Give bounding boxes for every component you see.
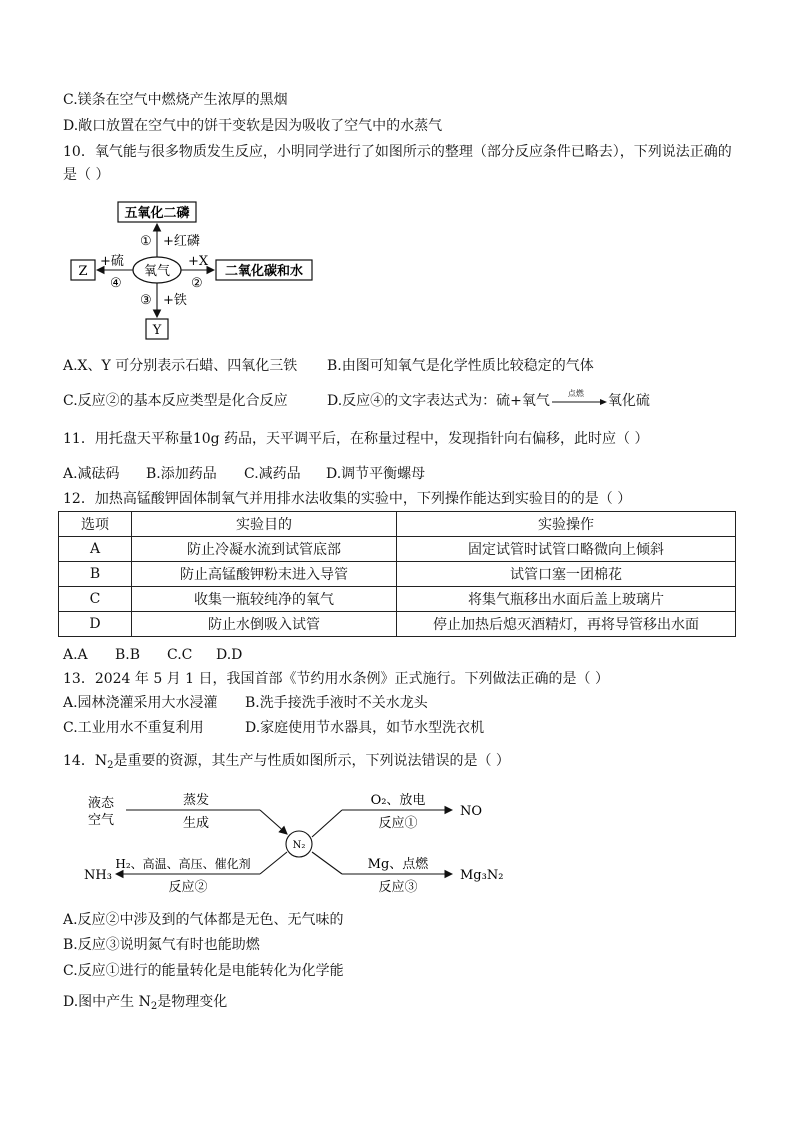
table-cell: C (59, 587, 132, 612)
table-cell: 防止冷凝水流到试管底部 (132, 537, 397, 562)
q10-option-c[interactable]: C.反应②的基本反应类型是化合反应 (63, 393, 288, 409)
q12-option-b[interactable]: B.B (115, 647, 141, 663)
q14-r3-name: 反应③ (378, 880, 418, 895)
table-cell: 停止加热后熄灭酒精灯，再将导管移出水面 (397, 612, 736, 637)
table-row (59, 612, 736, 637)
q10-option-d-product: 氧化硫 (607, 393, 650, 409)
q14-option-b[interactable]: B.反应③说明氮气有时也能助燃 (63, 937, 260, 953)
q14-option-c[interactable]: C.反应①进行的能量转化是电能转化为化学能 (63, 963, 344, 979)
q14-center-label: N₂ (292, 840, 306, 851)
q10-center-label: 氧气 (143, 264, 171, 279)
q13-option-c[interactable]: C.工业用水不重复利用 (63, 720, 204, 736)
q14-nitrogen-diagram (80, 782, 520, 897)
q10-r1-num: ① (140, 234, 152, 249)
table-cell: 将集气瓶移出水面后盖上玻璃片 (397, 587, 736, 612)
table-cell: A (59, 537, 132, 562)
option-c-prev: C.镁条在空气中燃烧产生浓厚的黑烟 (63, 92, 288, 108)
q11-stem: 11．用托盘天平称量10g 药品，天平调平后，在称量过程中，发现指针向右偏移，此时应（ ） (63, 431, 649, 447)
q10-option-d-arrow (550, 389, 608, 410)
q14-evaporate-label: 蒸发 (182, 793, 210, 808)
q10-r4-num: ④ (110, 276, 122, 291)
q14-r2-condition: H₂、高温、高压、催化剂 (115, 857, 251, 871)
q14-r2-name: 反应② (168, 880, 208, 895)
table-header: 选项 (59, 512, 132, 537)
table-cell: 防止水倒吸入试管 (132, 612, 397, 637)
q13-option-d[interactable]: D.家庭使用节水器具，如节水型洗衣机 (245, 720, 485, 736)
q14-stem-sub: 2 (107, 760, 114, 771)
q13-option-a[interactable]: A.园林浇灌采用大水浸灌 (63, 695, 218, 711)
q11-option-d[interactable]: D.调节平衡螺母 (326, 466, 426, 482)
q14-stem-post: 是重要的资源，其生产与性质如图所示，下列说法错误的是（ ） (113, 753, 510, 769)
table-header-row (59, 512, 736, 537)
q13-stem: 13．2024 年 5 月 1 日，我国首部《节约用水条例》正式施行。下列做法正确的是（ ） (63, 671, 609, 687)
q10-bottom-box-label: Y (152, 323, 162, 338)
q10-right-box-label: 二氧化碳和水 (224, 264, 304, 279)
q12-table (58, 511, 736, 637)
q13-option-b[interactable]: B.洗手接洗手液时不关水龙头 (245, 695, 428, 711)
table-cell: 防止高锰酸钾粉末进入导管 (132, 562, 397, 587)
table-cell: D (59, 612, 132, 637)
table-header: 实验操作 (397, 512, 736, 537)
table-row (59, 587, 736, 612)
q10-stem-line1: 10．氧气能与很多物质发生反应，小明同学进行了如图所示的整理（部分反应条件已略去），下列说法正确的 (63, 144, 732, 160)
q10-option-d[interactable] (327, 389, 650, 410)
q14-option-d-pre: D.图中产生 N (63, 994, 151, 1010)
q12-option-a[interactable]: A.A (63, 647, 88, 663)
q14-r2-product: NH₃ (84, 868, 112, 883)
q14-r3-product: Mg₃N₂ (460, 868, 504, 883)
q14-option-d-sub: 2 (150, 1001, 158, 1012)
q14-generate-label: 生成 (182, 816, 210, 831)
table-cell: 固定试管时试管口略微向上倾斜 (397, 537, 736, 562)
q10-option-d-condition: 点燃 (567, 389, 584, 398)
q14-stem (63, 752, 510, 775)
q14-option-a[interactable]: A.反应②中涉及到的气体都是无色、无气味的 (63, 912, 344, 928)
q12-stem: 12．加热高锰酸钾固体制氧气并用排水法收集的实验中，下列操作能达到实验目的的是（ ） (63, 491, 632, 507)
q10-r4-label: +硫 (100, 254, 124, 269)
table-row (59, 537, 736, 562)
q14-r1-product: NO (460, 804, 483, 819)
q14-r1-name: 反应① (378, 816, 418, 831)
q10-top-box-label: 五氧化二磷 (124, 206, 190, 221)
q10-oxygen-diagram (60, 195, 330, 345)
q12-option-d[interactable]: D.D (216, 647, 243, 663)
q10-option-a[interactable]: A.X、Y 可分别表示石蜡、四氧化三铁 (63, 358, 298, 374)
q11-option-c[interactable]: C.减药品 (244, 466, 301, 482)
table-cell: 试管口塞一团棉花 (397, 562, 736, 587)
q10-stem-line2: 是（ ） (63, 167, 110, 183)
q14-r1-condition: O₂、放电 (370, 793, 426, 808)
q10-r3-label: +铁 (163, 293, 187, 308)
q14-option-d[interactable] (63, 993, 227, 1016)
q10-r2-num: ② (191, 276, 203, 291)
q14-source-line1: 液态 (88, 796, 115, 811)
q10-option-b[interactable]: B.由图可知氧气是化学性质比较稳定的气体 (327, 358, 594, 374)
q11-option-a[interactable]: A.减砝码 (63, 466, 120, 482)
q11-option-b[interactable]: B.添加药品 (146, 466, 217, 482)
q10-r3-num: ③ (140, 293, 152, 308)
q14-stem-pre: 14．N (63, 753, 108, 769)
q14-r3-condition: Mg、点燃 (367, 857, 429, 872)
q10-r2-label: +X (188, 254, 209, 269)
q12-option-c[interactable]: C.C (167, 647, 193, 663)
table-row (59, 562, 736, 587)
option-d-prev: D.敞口放置在空气中的饼干变软是因为吸收了空气中的水蒸气 (63, 118, 443, 134)
q14-option-d-post: 是物理变化 (157, 994, 228, 1010)
table-header: 实验目的 (132, 512, 397, 537)
q14-source-line2: 空气 (88, 813, 115, 828)
q10-option-d-text: D.反应④的文字表达式为：硫+氧气 (327, 393, 550, 409)
q10-left-box-label: Z (78, 264, 88, 279)
table-cell: 收集一瓶较纯净的氧气 (132, 587, 397, 612)
q10-r1-label: +红磷 (163, 234, 200, 249)
table-cell: B (59, 562, 132, 587)
